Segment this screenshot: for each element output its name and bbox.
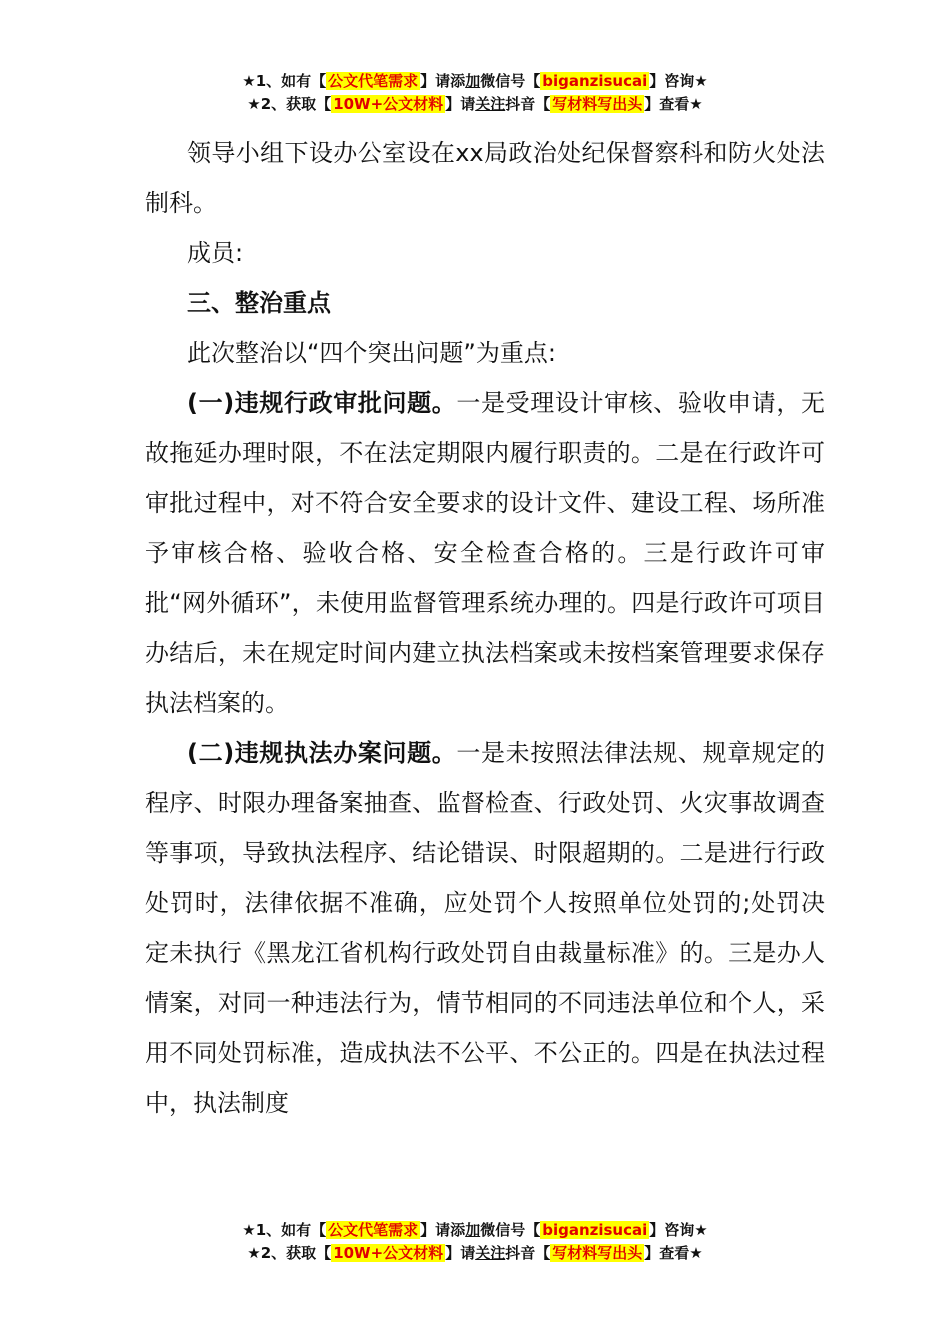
banner-line-2: ★2、获取【 10W+公文材料 】请关注抖音【 写材料写出头 】查看★ [247,1244,703,1262]
bottom-banner [0,1219,950,1265]
section-heading: 三、整治重点 [187,289,331,317]
banner-line-2: ★2、获取【 10W+公文材料 】请关注抖音【 写材料写出头 】查看★ [247,95,703,113]
paragraph: (一)违规行政审批问题。一是受理设计审核、验收申请，无故拖延办理时限，不在法定期限内履行职责的。二是在行政许可审批过程中，对不符合安全要求的设计文件、建设工程、场所准予审核合格、验收合格、安全检查合格的。三是行政许可审批“网外循环”，未使用监督管理系统办理的。四是行政许可项目办结后，未在规定时间内建立执法档案或未按档案管理要求保存执法档案的。 [145,389,826,717]
banner-highlight: 写材料写出头 [552,95,643,113]
banner-highlight: 写材料写出头 [552,1244,643,1262]
banner-highlight: 10W+公文材料 [333,1244,444,1262]
banner-highlight: 公文代笔需求 [328,1221,419,1239]
banner-line-1: ★1、如有【 公文代笔需求 】请添加微信号【 biganzisucai 】咨询★ [242,1221,708,1239]
paragraph-title: (二)违规执法办案问题。 [187,739,457,767]
banner-highlight: 公文代笔需求 [328,72,419,90]
banner-line-1: ★1、如有【 公文代笔需求 】请添加微信号【 biganzisucai 】咨询★ [242,72,708,90]
paragraph: 此次整治以“四个突出问题”为重点: [187,339,556,367]
top-banner [0,70,950,116]
banner-highlight: biganzisucai [542,1221,648,1239]
paragraph: 成员: [187,239,244,267]
paragraph: 领导小组下设办公室设在xx局政治处纪保督察科和防火处法制科。 [145,139,825,217]
banner-highlight: 10W+公文材料 [333,95,444,113]
paragraph: (二)违规执法办案问题。一是未按照法律法规、规章规定的程序、时限办理备案抽查、监督检查、行政处罚、火灾事故调查等事项，导致执法程序、结论错误、时限超期的。二是进行行政处罚时，法律依据不准确，应处罚个人按照单位处罚的;处罚决定未执行《黑龙江省机构行政处罚自由裁量标准》的。三是办人情案，对同一种违法行为，情节相同的不同违法单位和个人，采用不同处罚标准，造成执法不公平、不公正的。四是在执法过程中，执法制度 [145,739,826,1117]
document-body [145,128,825,1128]
banner-highlight: biganzisucai [542,72,648,90]
paragraph-title: (一)违规行政审批问题。 [187,389,457,417]
